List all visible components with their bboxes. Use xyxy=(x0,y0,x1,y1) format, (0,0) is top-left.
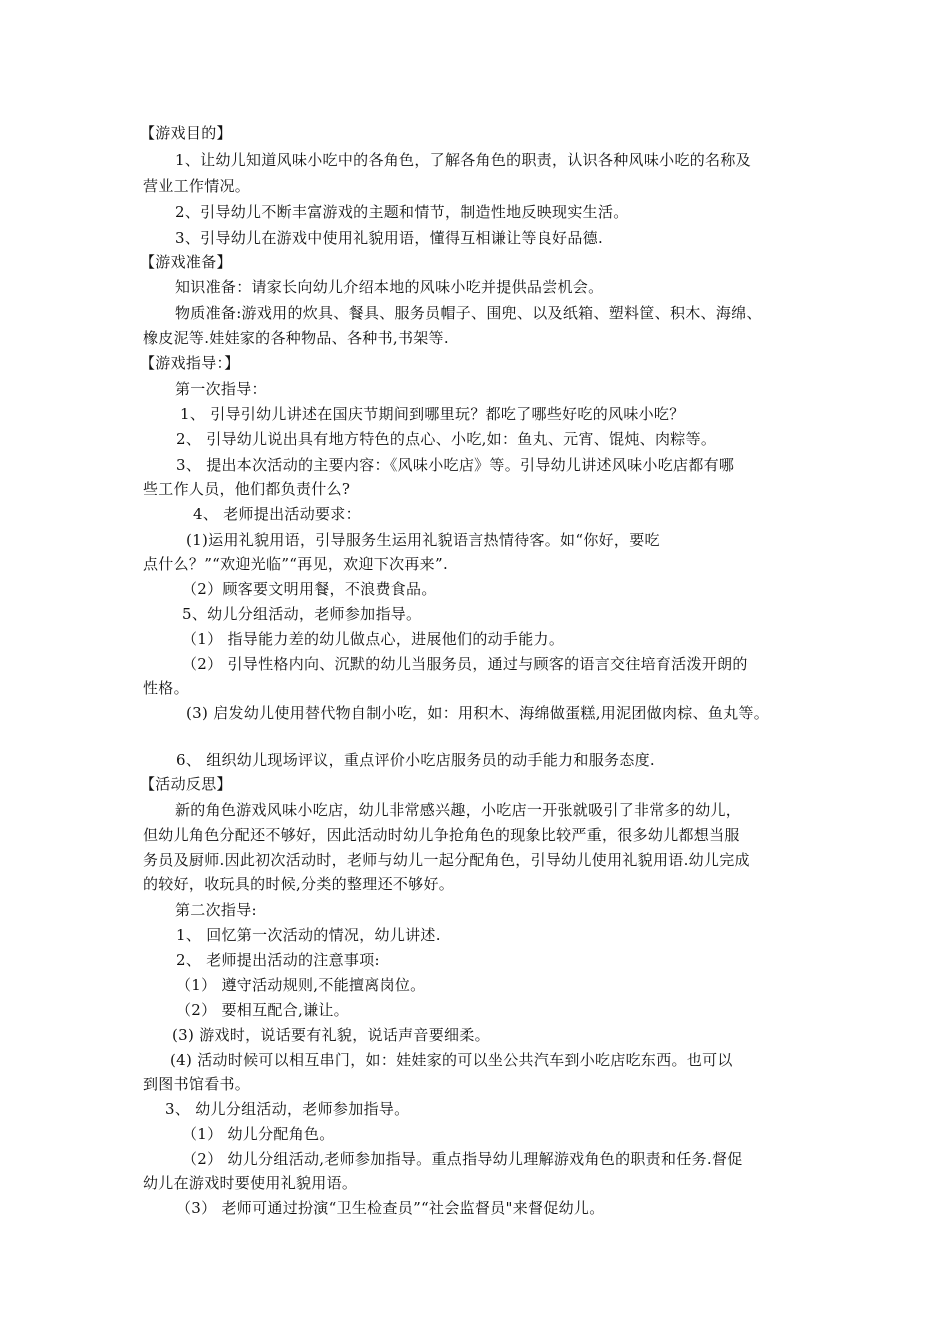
text-line: (1)运用礼貌用语，引导服务生运用礼貌语言热情待客。如“你好，要吃 xyxy=(186,531,660,549)
text-line: （2）顾客要文明用餐，不浪费食品。 xyxy=(182,580,437,598)
text-line: （2） 要相互配合,谦让。 xyxy=(176,1001,349,1019)
text-line: 3、 提出本次活动的主要内容：《风味小吃店》等。引导幼儿讲述风味小吃店都有哪 xyxy=(176,456,735,474)
text-line: (3) 启发幼儿使用替代物自制小吃，如：用积木、海绵做蛋糕,用泥团做肉棕、鱼丸等。 xyxy=(186,704,770,722)
text-line: 第一次指导： xyxy=(175,380,267,398)
text-line: 物质准备:游戏用的炊具、餐具、服务员帽子、围兜、以及纸箱、塑料筐、积木、海绵、 xyxy=(175,304,762,322)
text-line: 3、引导幼儿在游戏中使用礼貌用语，懂得互相谦让等良好品德. xyxy=(175,229,604,247)
heading-preparation: 【游戏准备】 xyxy=(140,253,232,271)
text-line: 1、 引导引幼儿讲述在国庆节期间到哪里玩？都吃了哪些好吃的风味小吃？ xyxy=(180,405,685,423)
text-line: 1、 回忆第一次活动的情况，幼儿讲述. xyxy=(176,926,441,944)
text-line: (4) 活动时候可以相互串门，如：娃娃家的可以坐公共汽车到小吃店吃东西。也可以 xyxy=(170,1051,733,1069)
text-line: 点什么？”“欢迎光临”“再见，欢迎下次再来”. xyxy=(143,555,449,573)
text-line: 4、 老师提出活动要求： xyxy=(193,505,361,523)
text-line: (3) 游戏时，说话要有礼貌，说话声音要细柔。 xyxy=(172,1026,490,1044)
text-line: 2、 老师提出活动的注意事项: xyxy=(176,951,380,969)
text-line: 的较好，收玩具的时候,分类的整理还不够好。 xyxy=(143,875,455,893)
text-line: 1、让幼儿知道风味小吃中的各角色，了解各角色的职责，认识各种风味小吃的名称及 xyxy=(175,151,751,169)
heading-guidance: 【游戏指导：】 xyxy=(140,354,240,372)
text-line: 幼儿在游戏时要使用礼貌用语。 xyxy=(143,1174,358,1192)
text-line: 务员及厨师.因此初次活动时，老师与幼儿一起分配角色，引导幼儿使用礼貌用语.幼儿完成 xyxy=(143,851,750,869)
text-line: 性格。 xyxy=(143,679,189,697)
text-line: （2） 幼儿分组活动,老师参加指导。重点指导幼儿理解游戏角色的职责和任务.督促 xyxy=(182,1150,743,1168)
text-line: 橡皮泥等.娃娃家的各种物品、各种书,书架等. xyxy=(143,329,449,347)
text-line: 但幼儿角色分配还不够好，因此活动时幼儿争抢角色的现象比较严重，很多幼儿都想当服 xyxy=(143,826,740,844)
text-line: （3） 老师可通过扮演“卫生检查员”“社会监督员"来督促幼儿。 xyxy=(176,1199,605,1217)
text-line: （1） 遵守活动规则,不能擅离岗位。 xyxy=(176,976,426,994)
heading-purpose: 【游戏目的】 xyxy=(140,124,232,142)
text-line: 营业工作情况。 xyxy=(143,177,251,195)
text-line: 6、 组织幼儿现场评议，重点评价小吃店服务员的动手能力和服务态度. xyxy=(176,751,655,769)
text-line: 3、 幼儿分组活动，老师参加指导。 xyxy=(165,1100,410,1118)
text-line: 2、引导幼儿不断丰富游戏的主题和情节，制造性地反映现实生活。 xyxy=(175,203,629,221)
text-line: （1） 幼儿分配角色。 xyxy=(182,1125,335,1143)
text-line: 5、幼儿分组活动，老师参加指导。 xyxy=(182,605,422,623)
text-line: 到图书馆看书。 xyxy=(143,1075,251,1093)
text-line: 知识准备：请家长向幼儿介绍本地的风味小吃并提供品尝机会。 xyxy=(175,278,604,296)
text-line: 2、 引导幼儿说出具有地方特色的点心、小吃,如：鱼丸、元宵、馄炖、肉粽等。 xyxy=(176,430,717,448)
text-line: 些工作人员，他们都负责什么? xyxy=(143,480,351,498)
text-line: 新的角色游戏风味小吃店，幼儿非常感兴趣，小吃店一开张就吸引了非常多的幼儿， xyxy=(175,801,742,819)
text-line: （2） 引导性格内向、沉默的幼儿当服务员，通过与顾客的语言交往培育活泼开朗的 xyxy=(182,655,748,673)
heading-reflection: 【活动反思】 xyxy=(140,775,232,793)
text-line: 第二次指导: xyxy=(175,901,257,919)
text-line: （1） 指导能力差的幼儿做点心，进展他们的动手能力。 xyxy=(182,630,565,648)
